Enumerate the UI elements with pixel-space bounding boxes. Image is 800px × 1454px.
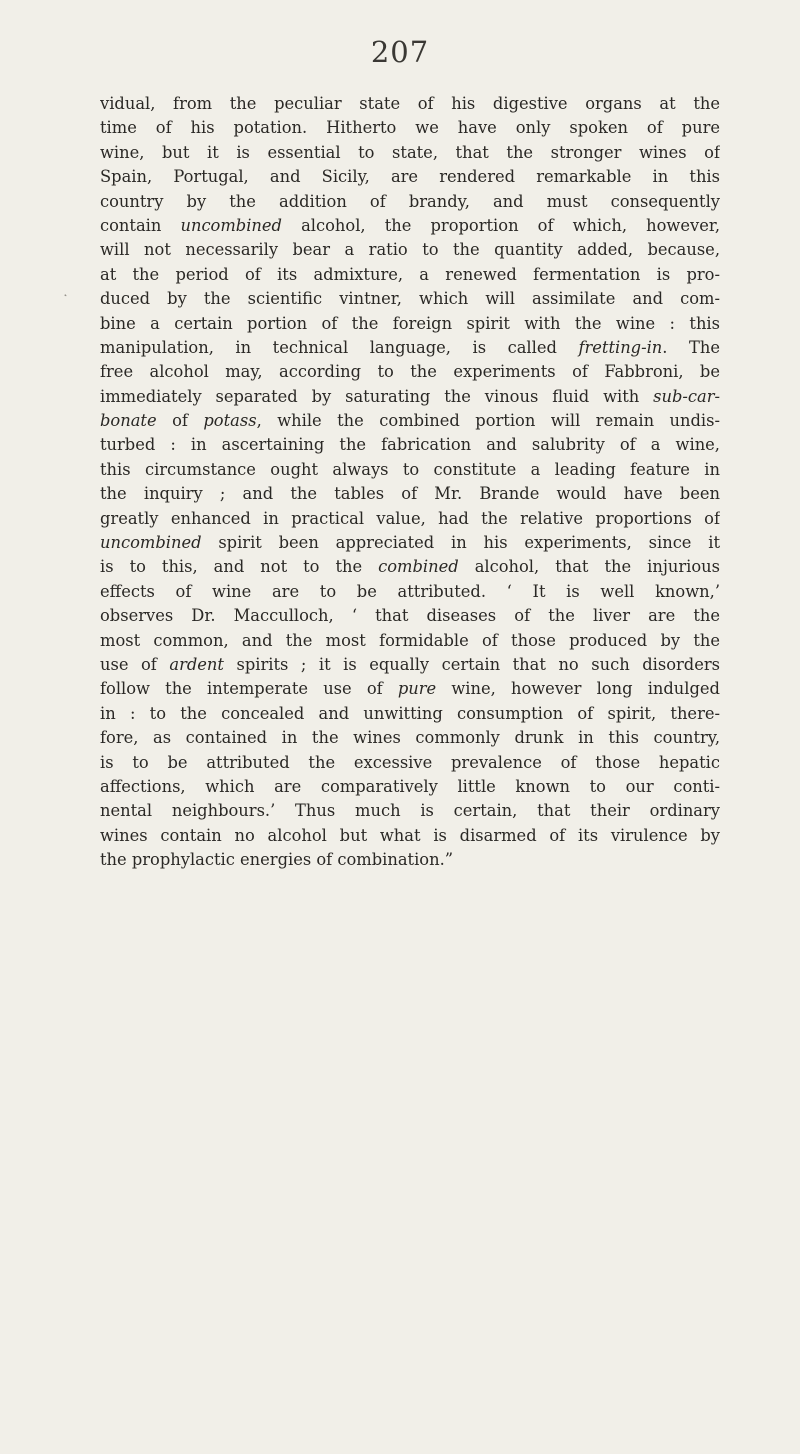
text-line: wine, but it is essential to state, that the stronger wines of: [100, 142, 720, 162]
margin-speck: ˛: [63, 286, 68, 297]
text-line: Spain, Portugal, and Sicily, are rendered remarkable in this: [100, 167, 720, 187]
text-line: this circumstance ought always to constitute a leading feature in: [100, 459, 720, 479]
text-line: time of his potation. Hitherto we have only spoken of pure: [100, 118, 720, 138]
text-line: fore, as contained in the wines commonly drunk in this country,: [100, 728, 720, 748]
text-line: uncombined spirit been appreciated in his experiments, since it: [100, 533, 720, 553]
text-line: follow the intemperate use of pure wine, however long indulged: [100, 679, 720, 699]
text-line: nental neighbours.’ Thus much is certain, that their ordinary: [100, 801, 720, 821]
text-line: is to be attributed the excessive prevalence of those hepatic: [100, 752, 720, 772]
text-line: at the period of its admixture, a renewed fermentation is pro-: [100, 264, 720, 284]
text-line: the prophylactic energies of combination.”: [100, 850, 454, 870]
text-line: use of ardent spirits ; it is equally certain that no such disorders: [100, 654, 720, 674]
text-line: immediately separated by saturating the vinous fluid with sub-car-: [100, 386, 720, 406]
text-line: vidual, from the peculiar state of his digestive organs at the: [100, 94, 720, 113]
page-number: 207: [370, 35, 430, 69]
text-line: observes Dr. Macculloch, ‘ that diseases of the liver are the: [100, 606, 720, 626]
text-line: in : to the concealed and unwitting consumption of spirit, there-: [100, 703, 720, 723]
text-line: wines contain no alcohol but what is disarmed of its virulence by: [100, 825, 720, 845]
text-line: contain uncombined alcohol, the proportion of which, however,: [100, 215, 720, 235]
text-line: turbed : in ascertaining the fabrication and salubrity of a wine,: [100, 435, 720, 455]
text-line: duced by the scientific vintner, which will assimilate and com-: [100, 289, 720, 309]
text-line: bonate of potass, while the combined portion will remain undis-: [100, 411, 720, 431]
text-line: will not necessarily bear a ratio to the quantity added, because,: [100, 240, 720, 260]
text-line: the inquiry ; and the tables of Mr. Brande would have been: [100, 484, 720, 504]
body-text: [100, 92, 720, 873]
text-line: country by the addition of brandy, and must consequently: [100, 191, 720, 211]
text-line: affections, which are comparatively little known to our conti-: [100, 776, 720, 796]
text-line: manipulation, in technical language, is called fretting-in. The: [100, 337, 720, 357]
text-line: bine a certain portion of the foreign spirit with the wine : this: [100, 313, 720, 333]
text-line: is to this, and not to the combined alcohol, that the injurious: [100, 557, 720, 577]
text-line: free alcohol may, according to the experiments of Fabbroni, be: [100, 362, 720, 382]
text-line: effects of wine are to be attributed. ‘ It is well known,’: [100, 581, 720, 601]
text-line: greatly enhanced in practical value, had the relative proportions of: [100, 508, 720, 528]
text-line: most common, and the most formidable of those produced by the: [100, 630, 720, 650]
